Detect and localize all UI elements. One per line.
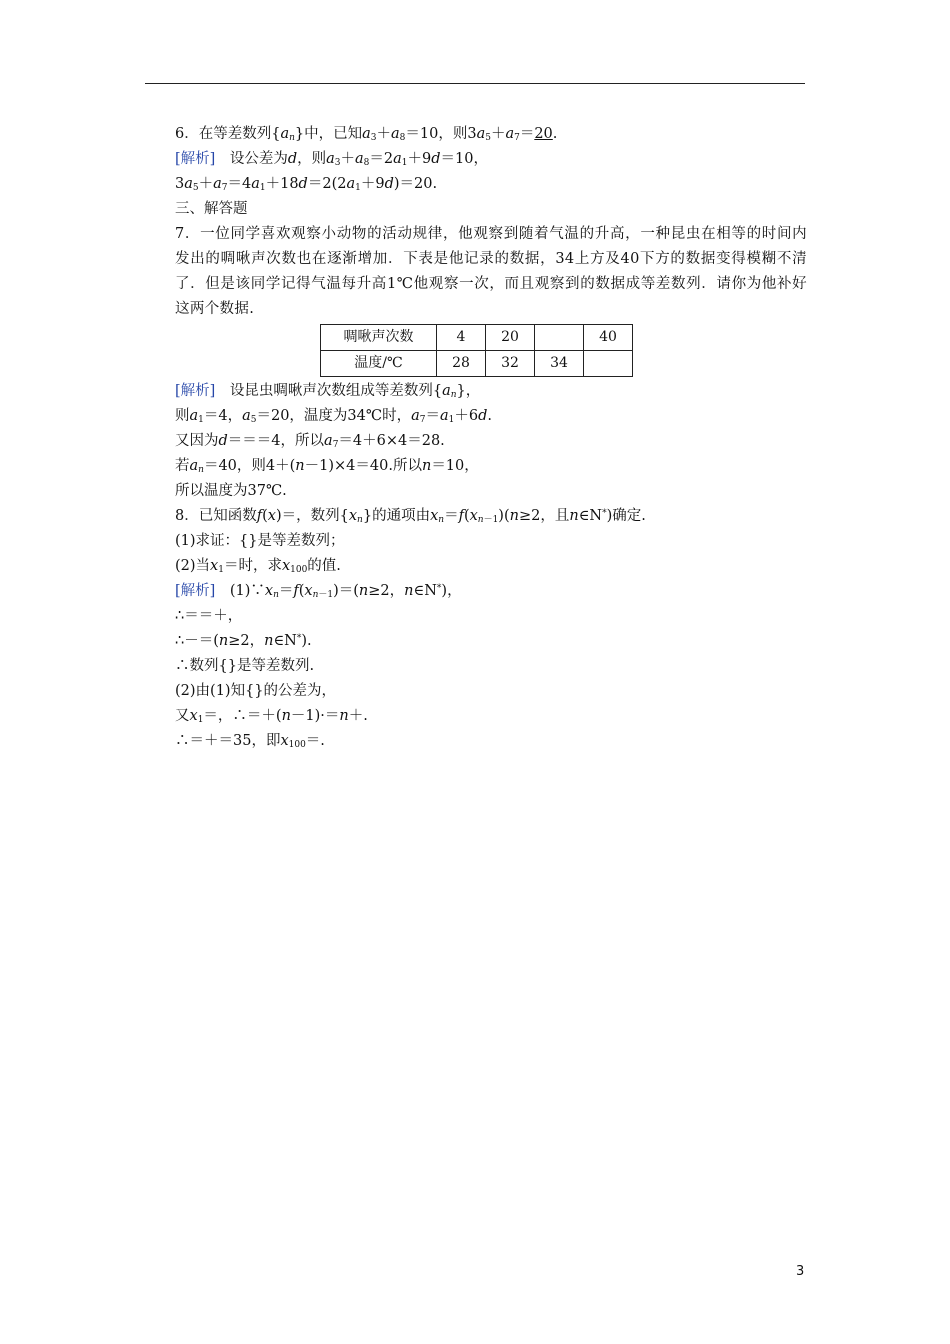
data-table	[320, 324, 633, 377]
table-row	[321, 325, 633, 351]
table-cell: 28	[437, 351, 486, 377]
problem-7-solution-line-5: 所以温度为37℃.	[175, 483, 287, 499]
problem-6-question: 6．在等差数列$\{a_n\}$中，已知$a_3+a_8=10$，则$3a_5+a_7=20$.	[175, 126, 558, 144]
solution-tag: [解析]	[175, 583, 216, 599]
header-rule	[145, 83, 805, 84]
solution-tag: [解析]	[175, 383, 216, 399]
table-cell: 4	[437, 325, 486, 351]
problem-8-solution-line-5: (2)由(1)知{}的公差为，	[175, 683, 337, 699]
problem-7-question: 7．一位同学喜欢观察小动物的活动规律，他观察到随着气温的升高，一种昆虫在相等的时间内发出的啁啾声次数也在逐渐增加．下表是他记录的数据，34上方及40下方的数据变得模糊不清了．但是该同学记得气温每升高1℃他观察一次，而且观察到的数据成等差数列．请你为他补好这两个数据.	[175, 226, 807, 317]
table-row	[321, 351, 633, 377]
problem-8-solution-line-1: [解析] $(1)\because x_n=f(x_{n-1})=(n\ge 2$，n∈N*)，	[175, 583, 462, 601]
problem-7-solution-line-3: 又因为d＝＝＝4，所以$a_7=4+6\times 4=28$.	[175, 433, 445, 451]
document-body	[175, 122, 807, 754]
answer-underline: 20	[534, 126, 553, 142]
problem-7-solution-line-2: 则$a_1=4$，$a_5=20$，温度为34℃时，$a_7=a_1+6d$.	[175, 408, 492, 426]
problem-8-question: 8．已知函数f(x)＝，数列$\{x_n\}$的通项由$x_n=f(x_{n-1})(n\ge 2$，且n∈N*)确定.	[175, 508, 646, 526]
problem-8-solution-line-7: ∴＝＋＝35，即$x_{100}=$.	[175, 733, 325, 751]
problem-8-solution-line-6: 又$x_1=$，∴＝＋(n－1)·＝n＋.	[175, 708, 368, 726]
problem-7-solution-line-1: [解析] 设昆虫啁啾声次数组成等差数列$\{a_n\}$，	[175, 383, 481, 401]
problem-7-solution-line-4: 若$a_n=40$，则4＋(n－1)×4＝40.所以n＝10，	[175, 458, 479, 476]
problem-8-item-1: (1)求证：{}是等差数列；	[175, 533, 345, 549]
table-cell: 啁啾声次数	[321, 325, 437, 351]
table-cell: 40	[584, 325, 633, 351]
table-cell: 20	[486, 325, 535, 351]
problem-6-solution-line-2: $3a_5+a_7=4a_1+18d=2(2a_1+9d)=20$.	[175, 176, 438, 194]
problem-8-solution-line-2: ∴＝＝＋，	[175, 608, 243, 624]
page-number: 3	[796, 1264, 805, 1279]
table-cell: 温度/℃	[321, 351, 437, 377]
problem-6-solution-line-1: [解析] 设公差为d，则$a_3+a_8=2a_1+9d=10$，	[175, 151, 488, 169]
solution-tag: [解析]	[175, 151, 216, 167]
problem-8-solution-line-3: ∴－＝(n≥2，n∈N*).	[175, 633, 312, 649]
problem-8-solution-line-4: ∴数列{}是等差数列.	[175, 658, 315, 674]
table-cell	[584, 351, 633, 377]
table-cell	[535, 325, 584, 351]
table-cell: 32	[486, 351, 535, 377]
table-cell: 34	[535, 351, 584, 377]
section-heading: 三、解答题	[175, 201, 248, 217]
problem-8-item-2: (2)当$x_1=$时，求$x_{100}$的值.	[175, 558, 341, 576]
